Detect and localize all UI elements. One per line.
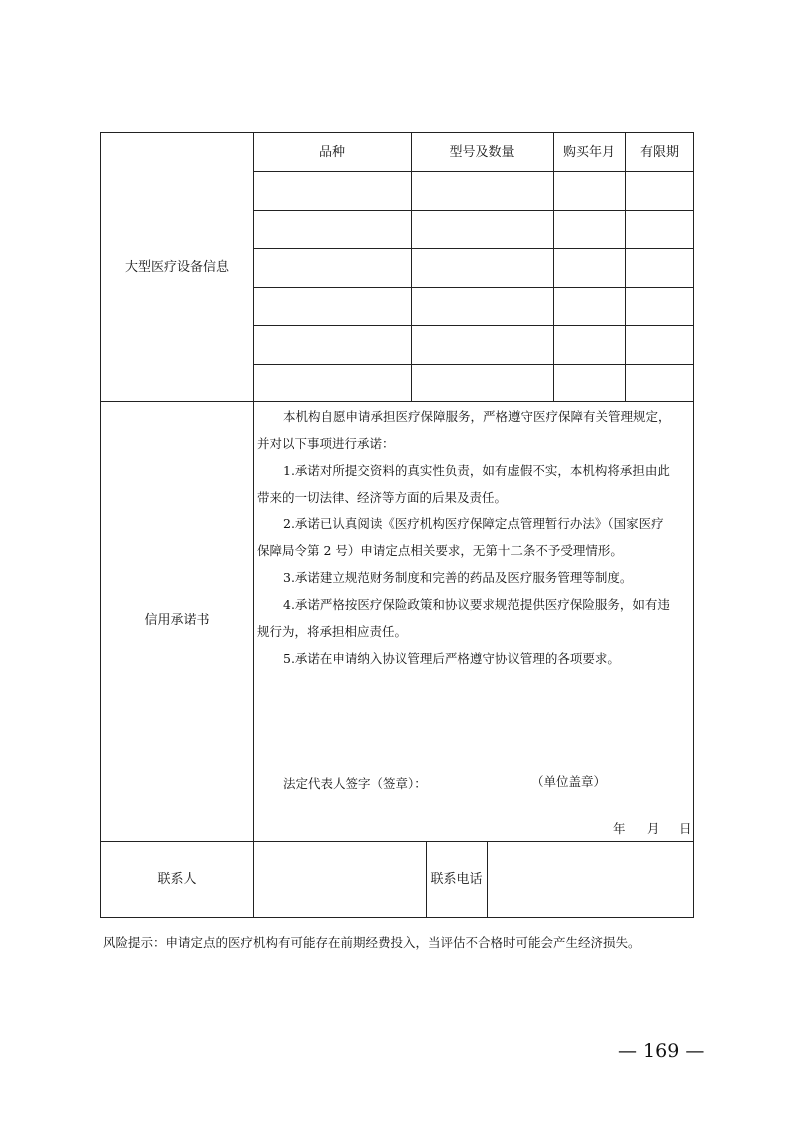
credit-item4-line1: 4.承诺严格按医疗保险政策和协议要求规范提供医疗保险服务，如有违 — [283, 597, 670, 612]
credit-item5-line1: 5.承诺在申请纳入协议管理后严格遵守协议管理的各项要求。 — [283, 651, 620, 666]
page-number: — 169 — — [618, 1040, 705, 1062]
header-validity: 有限期 — [639, 145, 679, 160]
risk-notice: 风险提示：申请定点的医疗机构有可能存在前期经费投入，当评估不合格时可能会产生经济损失。 — [103, 935, 641, 950]
credit-item3-line1: 3.承诺建立规范财务制度和完善的药品及医疗服务管理等制度。 — [283, 570, 633, 585]
contact-col-divider-2 — [487, 841, 488, 918]
equipment-row-line — [253, 210, 694, 211]
credit-item4-line2: 规行为，将承担相应责任。 — [257, 624, 408, 639]
header-model-quantity: 型号及数量 — [449, 145, 515, 160]
equipment-row-line — [253, 171, 694, 172]
label-column-divider — [253, 133, 254, 918]
date-year: 年 — [613, 821, 626, 836]
equipment-col-divider-1 — [411, 133, 412, 401]
section-divider-equipment — [101, 401, 694, 402]
equipment-col-divider-2 — [553, 133, 554, 401]
seal-label: （单位盖章） — [531, 774, 607, 789]
application-form-table — [100, 132, 694, 918]
credit-item2-line2: 保障局令第 2 号）申请定点相关要求，无第十二条不予受理情形。 — [257, 543, 623, 558]
credit-item1-line2: 带来的一切法律、经济等方面的后果及责任。 — [257, 490, 508, 505]
section-divider-credit — [101, 841, 694, 842]
credit-item1-line1: 1.承诺对所提交资料的真实性负责，如有虚假不实，本机构将承担由此 — [283, 463, 670, 478]
equipment-row-line — [253, 248, 694, 249]
credit-intro-line1: 本机构自愿申请承担医疗保障服务，严格遵守医疗保障有关管理规定， — [283, 409, 671, 424]
header-variety: 品种 — [318, 145, 345, 160]
equipment-col-divider-3 — [625, 133, 626, 401]
credit-item2-line1: 2.承诺已认真阅读《医疗机构医疗保障定点管理暂行办法》（国家医疗 — [283, 516, 664, 531]
equipment-row-line — [253, 287, 694, 288]
credit-section-label: 信用承诺书 — [144, 613, 210, 628]
equipment-section-label: 大型医疗设备信息 — [124, 260, 229, 275]
date-day: 日 — [679, 821, 692, 836]
signature-label: 法定代表人签字（签章）： — [283, 776, 427, 791]
date-month: 月 — [647, 821, 660, 836]
credit-intro-line2: 并对以下事项进行承诺： — [257, 436, 395, 451]
contact-phone-label: 联系电话 — [430, 872, 483, 887]
contact-person-label: 联系人 — [157, 872, 197, 887]
equipment-row-line — [253, 364, 694, 365]
equipment-row-line — [253, 325, 694, 326]
header-purchase-date: 购买年月 — [562, 145, 615, 160]
